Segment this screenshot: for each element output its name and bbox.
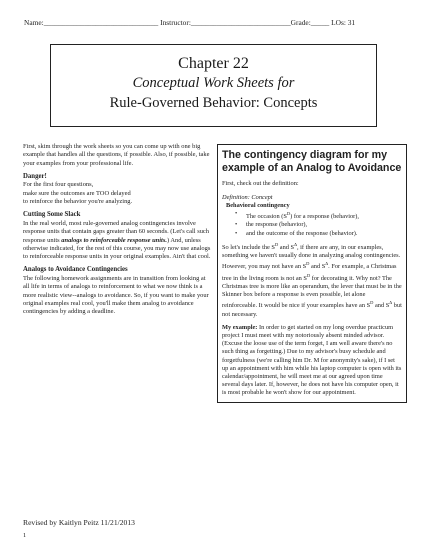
list-item: • the response (behavior),: [246, 221, 402, 229]
p1d: and S: [309, 263, 326, 271]
chapter-subtitle: Conceptual Work Sheets for: [132, 75, 295, 91]
example-label: My example:: [222, 323, 258, 331]
p1b: and S: [278, 243, 295, 251]
p1s1: D: [274, 241, 279, 247]
avoidance-heading: Analogs to Avoidance Contingencies: [23, 266, 128, 274]
example-paragraph: [222, 324, 402, 398]
contingency-list: [222, 210, 402, 238]
danger-line-2: make sure the outcomes are TOO delayed: [23, 189, 131, 197]
slack-heading: Cutting Some Slack: [23, 211, 81, 219]
p1s5: D: [306, 272, 311, 278]
p1f: for decorating it. Why not? The Christmas tree is more like an operandum, the lever that must be in the Skinner box before a response is even possible, let alone reinforceable. It would be nice if your examples have an S: [222, 274, 402, 310]
section-heading: The contingency diagram for my example of an Analog to Avoidance: [222, 149, 402, 175]
chapter-main-title: Rule-Governed Behavior: Concepts: [109, 95, 318, 111]
danger-heading: Danger!: [23, 172, 47, 180]
p1s7: Δ: [389, 300, 393, 306]
avoidance-paragraph: The following homework assignments are in transition from looking at all life in terms of analogs to reinforcement to what we now think is a more realistic view--analogs to avoidance. So, if you want to make your original examples real cool, you'll make them analog to avoidance contingencies by adding a deadline.: [23, 275, 209, 316]
p1s6: D: [370, 300, 374, 306]
definition-box: [217, 144, 407, 403]
p1a: So let's include the S: [222, 243, 275, 251]
p1s3: D: [306, 261, 310, 267]
p1c: , if there are any, in our examples, something we haven't usually done in analyzing analog contingencies. However, you may not have an S: [222, 243, 401, 271]
bullet-sup: D: [286, 211, 291, 217]
p1s4: Δ: [325, 261, 329, 267]
p1s2: Δ: [294, 241, 297, 247]
example-text: In order to get started on my long overdue practicum project I must meet with my notoriously absent minded advisor. (Excuse the loose use of the term forget, I am well aware there's no such thing as forgetting.) Due to my advisor's busy schedule and forgetfulness (we're calling him Dr. M for anonymity's sake), if I set up an appointment with him while his laptop computer is open with its calendar/appointment, he will meet me at our agreed upon time several days later. If, however, he does not have his computer open, it is most probable he won't show for our appointment.: [222, 323, 402, 397]
check-definition: First, check out the definition:: [222, 180, 299, 188]
p1h: but not necessary.: [222, 302, 402, 318]
bullet-text-0a: The occasion (S: [246, 213, 287, 221]
danger-line-1: For the first four questions,: [23, 181, 94, 189]
slack-text-1: In the real world, most rule-governed analog contingencies involve response units that contain gaps greater than 60 seconds. (Let's call such response units: [23, 219, 210, 244]
definition-label: [222, 194, 402, 202]
page-number: 1: [23, 532, 27, 539]
danger-line-3: to reinforce the behavior you're analyzing.: [23, 198, 133, 206]
header-name-line: Name:_______________________________ Instructor:___________________________Grade:_____ LOs: 31: [24, 18, 356, 27]
right-column: [217, 143, 407, 403]
intro-paragraph: First, skim through the work sheets so you can come up with one big example that handles all the questions, if possible. Also, if possible, take your examples from your professional life.: [23, 143, 210, 167]
list-item: • and the outcome of the response (behavior).: [246, 230, 402, 238]
p1g: and S: [373, 302, 390, 310]
behavioral-contingency-heading: [222, 202, 402, 210]
left-column: [23, 143, 212, 317]
chapter-title-box: [50, 44, 377, 127]
bc-heading-text: Behavioral contingency: [226, 201, 290, 209]
p1e: . For example, a Christmas tree in the living room is not an S: [222, 263, 397, 282]
slack-emphasis: analogs to reinforceable response units.: [61, 236, 167, 244]
chapter-number: Chapter 22: [178, 55, 249, 72]
list-item: [246, 210, 402, 221]
slack-paragraph: [23, 220, 212, 261]
revised-by-footer: Revised by Kaitlyn Peitz 11/21/2013: [23, 518, 135, 527]
bullet-text-0b: ) for a response (behavior),: [290, 213, 359, 221]
slack-text-2: ) And, unless otherwise indicated, for the rest of this course, you may now use analogs to reinforceable response units in your original examples. Ain't that cool.: [23, 236, 211, 261]
sd-paragraph: [222, 241, 402, 319]
definition-label-text: Definition: Concept: [222, 193, 273, 201]
